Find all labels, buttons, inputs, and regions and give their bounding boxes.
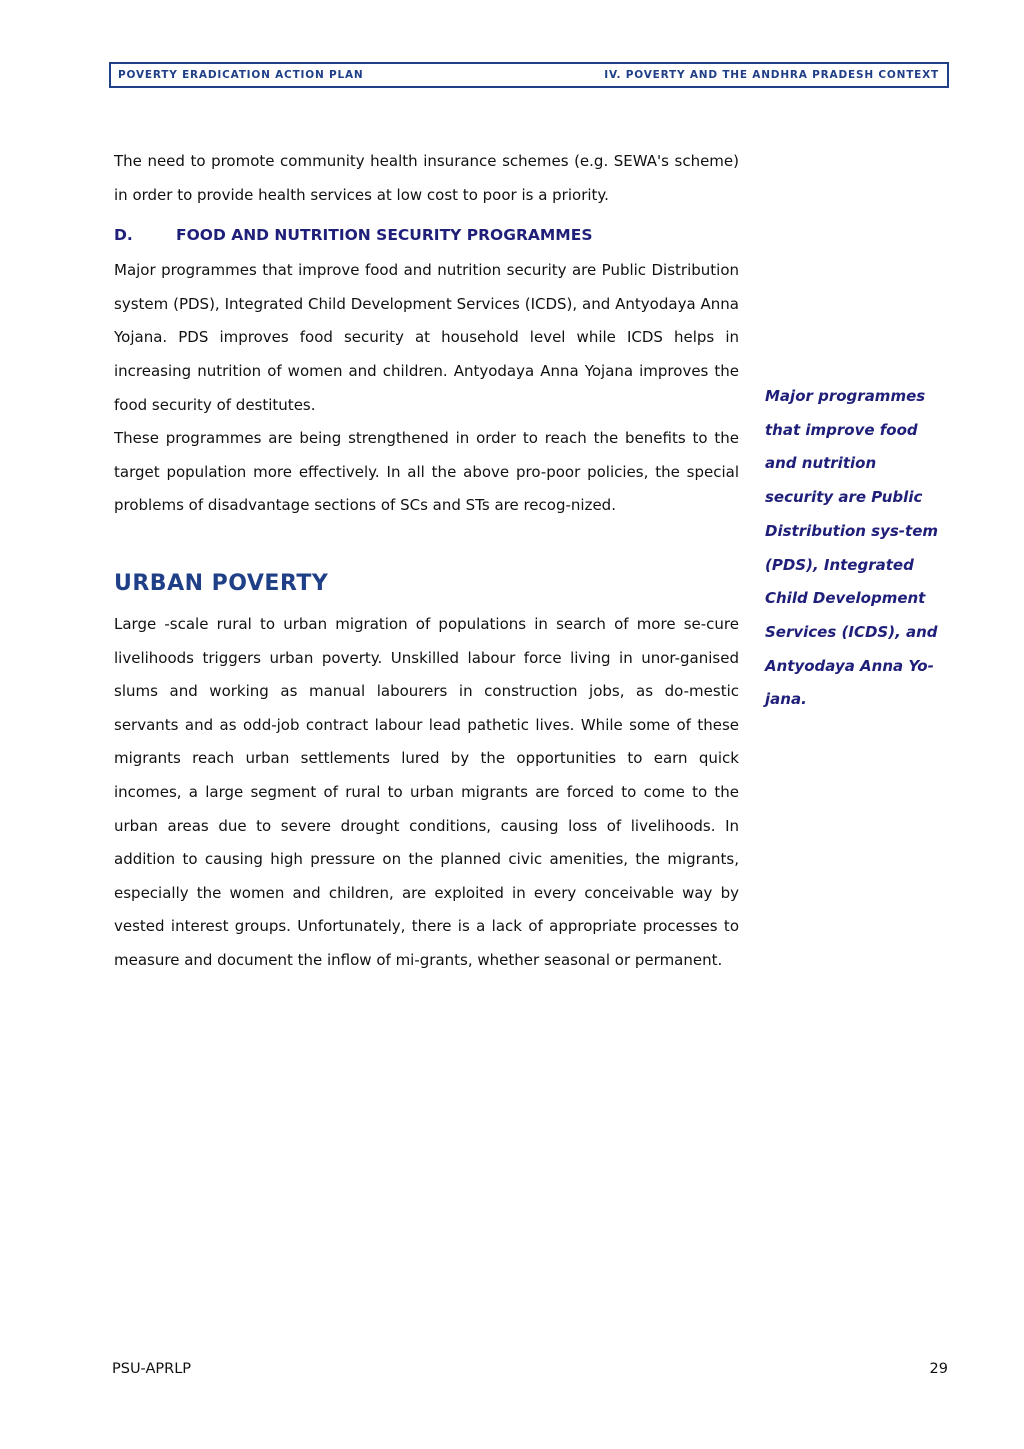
paragraph-strengthened: These programmes are being strengthened in order to reach the benefits to the target population more effectively. In all the above pro-poor policies, the special problems of disadvantage sections of SCs and STs are recog-nized. bbox=[114, 429, 739, 515]
section-letter: D. bbox=[114, 226, 133, 245]
footer-organization: PSU-APRLP bbox=[112, 1361, 192, 1377]
main-content bbox=[114, 145, 739, 977]
section-heading-d bbox=[114, 220, 739, 250]
sidebar-callout: Major programmes that improve food and nutrition security are Public Distribution sys-tem (PDS), Integrated Child Development Services (ICDS), and Antyodaya Anna Yo-jana. bbox=[765, 387, 938, 709]
header-left-title: POVERTY ERADICATION ACTION PLAN bbox=[118, 69, 364, 81]
section-title: FOOD AND NUTRITION SECURITY PROGRAMMES bbox=[176, 226, 593, 245]
paragraph-programmes: Major programmes that improve food and nutrition security are Public Distribution system (PDS), Integrated Child Development Services (ICDS), and Antyodaya Anna Yojana. PDS improves food security at household level while ICDS helps in increasing nutrition of women and children. Antyodaya Anna Yojana improves the food security of destitutes. bbox=[114, 261, 739, 414]
paragraph-health-insurance: The need to promote community health insurance schemes (e.g. SEWA's scheme) in order to provide health services at low cost to poor is a priority. bbox=[114, 152, 739, 204]
page-number: 29 bbox=[929, 1361, 948, 1377]
urban-poverty-heading: URBAN POVERTY bbox=[114, 570, 329, 596]
page-header bbox=[109, 62, 949, 88]
header-right-title: IV. POVERTY AND THE ANDHRA PRADESH CONTEXT bbox=[604, 69, 939, 81]
paragraph-urban-poverty: Large -scale rural to urban migration of populations in search of more se-cure livelihoods triggers urban poverty. Unskilled labour force living in unor-ganised slums and working as manual labourers in construction jobs, as do-mestic servants and as odd-job contract labour lead pathetic lives. While some of these migrants reach urban settlements lured by the opportunities to earn quick incomes, a large segment of rural to urban migrants are forced to come to the urban areas due to severe drought conditions, causing loss of livelihoods. In addition to causing high pressure on the planned civic amenities, the migrants, especially the women and children, are exploited in every conceivable way by vested interest groups. Unfortunately, there is a lack of appropriate processes to measure and document the inflow of mi-grants, whether seasonal or permanent. bbox=[114, 614, 739, 969]
